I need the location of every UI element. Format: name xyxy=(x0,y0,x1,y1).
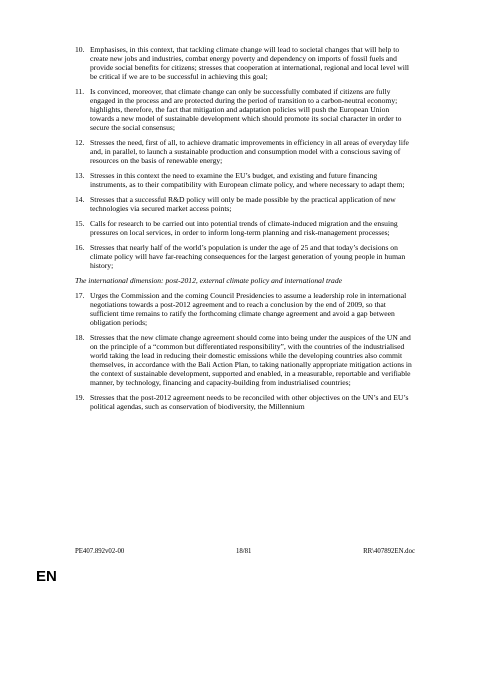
paragraph-number: 13. xyxy=(75,171,85,180)
paragraph-text: Stresses that nearly half of the world’s population is under the age of 25 and that today’s decisions on climate policy will have far-reaching consequences for the largest generation of young people in human history; xyxy=(90,243,406,270)
numbered-paragraph xyxy=(75,138,415,165)
paragraph-text: Is convinced, moreover, that climate change can only be successfully combated if citizens are fully engaged in the process and are protected during the period of transition to a carbon-neutral economy; highlights, therefore, the fact that mitigation and adaptation policies will push the European Union towards a new model of sustainable development which should promote its social character in order to secure the social consensus; xyxy=(90,87,402,132)
paragraph-text: Stresses that a successful R&D policy will only be made possible by the practical application of new technologies via secured market access points; xyxy=(90,195,396,213)
paragraph-number: 10. xyxy=(75,45,85,54)
numbered-paragraph xyxy=(75,243,415,270)
paragraph-group-a xyxy=(75,45,415,270)
paragraph-number: 19. xyxy=(75,393,85,402)
footer-document-ref: PE407.892v02-00 xyxy=(75,548,125,555)
footer-file-name: RR\407892EN.doc xyxy=(363,548,415,555)
paragraph-number: 17. xyxy=(75,291,85,300)
paragraph-text: Emphasises, in this context, that tackling climate change will lead to societal changes that will help to create new jobs and industries, combat energy poverty and dependency on imports of fossil fuels and provide social benefits for citizens; stresses that cooperation at international, regional and local level will be critical if we are to be successful in achieving this goal; xyxy=(90,45,410,81)
paragraph-number: 14. xyxy=(75,195,85,204)
numbered-paragraph xyxy=(75,333,415,387)
numbered-paragraph xyxy=(75,219,415,237)
paragraph-number: 12. xyxy=(75,138,85,147)
paragraph-number: 18. xyxy=(75,333,85,342)
paragraph-group-b xyxy=(75,291,415,411)
numbered-paragraph xyxy=(75,171,415,189)
paragraph-number: 15. xyxy=(75,219,85,228)
page-footer xyxy=(75,548,415,556)
paragraph-text: Stresses the need, first of all, to achieve dramatic improvements in efficiency in all areas of everyday life and, in parallel, to launch a sustainable production and consumption model with a conscious saving of resources on the basis of renewable energy; xyxy=(90,138,409,165)
paragraph-number: 16. xyxy=(75,243,85,252)
numbered-paragraph xyxy=(75,87,415,132)
numbered-paragraph xyxy=(75,291,415,327)
document-body xyxy=(75,45,415,417)
numbered-paragraph xyxy=(75,393,415,411)
paragraph-number: 11. xyxy=(75,87,85,96)
paragraph-text: Stresses that the post-2012 agreement needs to be reconciled with other objectives on the UN’s and EU’s political agendas, such as conservation of biodiversity, the Millennium xyxy=(90,393,409,411)
paragraph-text: Stresses in this context the need to examine the EU’s budget, and existing and future financing instruments, as to their compatibility with European climate policy, and where necessary to adapt them; xyxy=(90,171,405,189)
paragraph-text: Calls for research to be carried out into potential trends of climate-induced migration and the ensuing pressures on local services, in order to inform long-term planning and risk-management processes; xyxy=(90,219,398,237)
section-heading: The international dimension: post-2012, external climate policy and international trade xyxy=(75,276,343,285)
numbered-paragraph xyxy=(75,195,415,213)
paragraph-text: Stresses that the new climate change agreement should come into being under the auspices of the UN and on the principle of a “common but differentiated responsibility”, with the countries of the industrialised world taking the lead in reducing their domestic emissions while the developing countries also commit themselves, in accordance with the Bali Action Plan, to taking nationally appropriate mitigation actions in the context of sustainable development, supported and enabled, in a measurable, reportable and verifiable manner, by technology, financing and capacity-building from industrialised countries; xyxy=(90,333,412,387)
footer-page-number: 18/81 xyxy=(235,548,252,555)
paragraph-text: Urges the Commission and the coming Council Presidencies to assume a leadership role in international negotiations towards a post-2012 agreement and to reach a conclusion by the end of 2009, so that sufficient time remains to ratify the forthcoming climate change agreement and avoid a gap between obligation periods; xyxy=(90,291,407,327)
numbered-paragraph xyxy=(75,45,415,81)
language-tag: EN xyxy=(36,568,57,585)
